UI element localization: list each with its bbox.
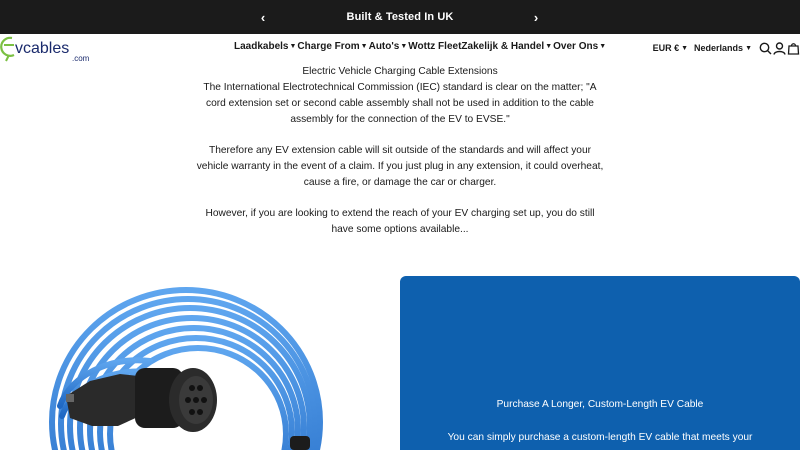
currency-selector[interactable] <box>653 43 688 53</box>
intro-paragraph-iec: The International Electrotechnical Commission (IEC) standard is clear on the matter; "A cord extension set or second cable assembly shall not be used in addition to the cable assembly for the connection of the EV to EVSE." <box>203 82 597 125</box>
chevron-down-icon: ▼ <box>400 43 408 50</box>
chevron-down-icon: ▼ <box>681 44 689 52</box>
header-tools <box>653 40 800 56</box>
coiled-ev-cable-image <box>0 276 380 450</box>
nav-label: Auto's <box>368 41 400 52</box>
nav-label: Laadkabels <box>234 41 289 52</box>
intro-section <box>196 64 604 238</box>
account-icon <box>773 42 786 55</box>
chevron-down-icon: ▼ <box>545 43 553 50</box>
nav-label: Charge From <box>297 41 360 52</box>
announcement-bar <box>0 0 800 34</box>
chevron-right-icon: › <box>533 9 539 25</box>
product-image <box>0 276 380 450</box>
nav-item-autos[interactable] <box>369 41 409 52</box>
cart-button[interactable] <box>786 41 800 55</box>
intro-paragraph-warranty: Therefore any EV extension cable will sit outside of the standards and will affect your vehicle warranty in the event of a claim. If you just plug in any extension, it could overheat, cause a fire, or damage the car or charger. <box>196 145 604 188</box>
chevron-down-icon: ▼ <box>289 43 297 50</box>
chevron-left-icon: ‹ <box>260 9 266 25</box>
announcement-prev-button[interactable] <box>253 7 273 27</box>
intro-paragraph-options: However, if you are looking to extend the reach of your EV charging set up, you do still have some options available... <box>205 208 595 235</box>
panel-body: You can simply purchase a custom-length EV cable that meets your <box>447 432 753 443</box>
logo-domain: .com <box>72 54 90 63</box>
nav-label: Over Ons <box>553 41 599 52</box>
nav-item-over-ons[interactable] <box>553 41 607 52</box>
evcables-logo-icon <box>0 34 96 64</box>
main-nav <box>234 41 607 52</box>
intro-heading: Electric Vehicle Charging Cable Extensions <box>302 66 498 77</box>
nav-label: Zakelijk & Handel <box>461 41 545 52</box>
account-button[interactable] <box>772 41 786 55</box>
logo-wordmark: vcables <box>15 40 70 57</box>
cart-icon <box>787 42 800 55</box>
custom-length-panel <box>400 276 800 450</box>
language-selector[interactable] <box>694 43 752 53</box>
currency-value: EUR € <box>652 43 680 53</box>
nav-item-wottz-fleet[interactable] <box>408 41 461 52</box>
search-button[interactable] <box>758 41 772 55</box>
site-logo[interactable] <box>0 34 96 64</box>
panel-title: Purchase A Longer, Custom-Length EV Cable <box>496 399 704 410</box>
announcement-next-button[interactable] <box>526 7 546 27</box>
nav-item-charge-from[interactable] <box>297 41 368 52</box>
nav-item-zakelijk-handel[interactable] <box>461 41 553 52</box>
language-value: Nederlands <box>694 43 744 53</box>
search-icon <box>759 42 772 55</box>
chevron-down-icon: ▼ <box>599 43 607 50</box>
site-header <box>0 34 800 64</box>
nav-label: Wottz Fleet <box>408 41 462 52</box>
nav-item-laadkabels[interactable] <box>234 41 297 52</box>
chevron-down-icon: ▼ <box>360 43 368 50</box>
chevron-down-icon: ▼ <box>745 44 752 52</box>
announcement-text: Built & Tested In UK <box>346 11 454 23</box>
